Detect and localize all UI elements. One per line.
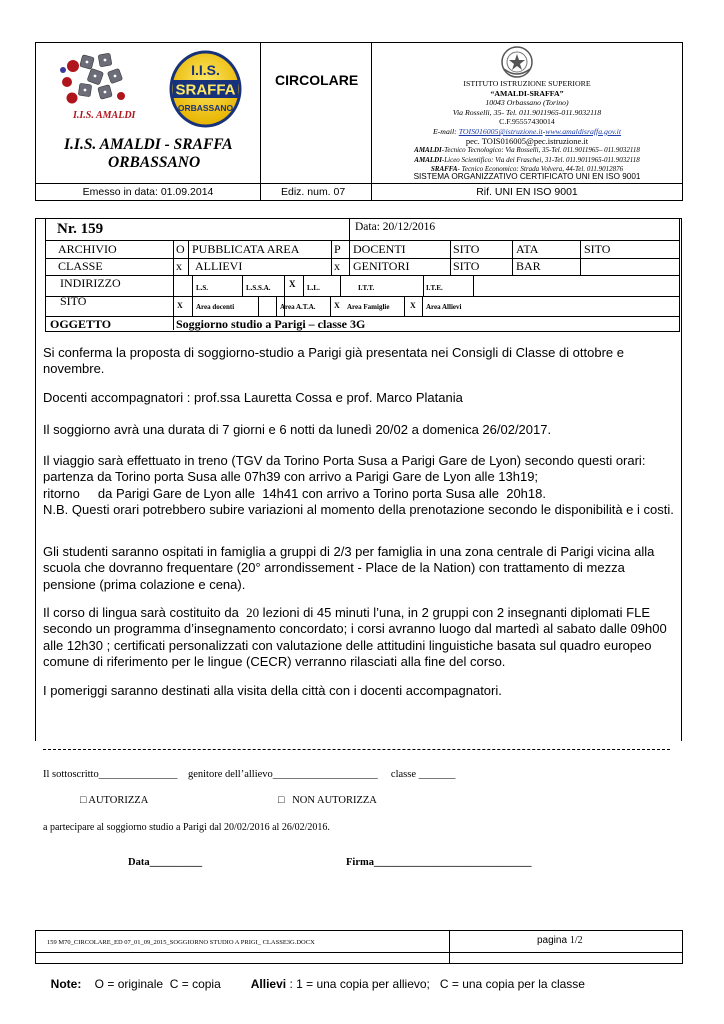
ls-label: L.S. [196,284,209,292]
pec: pec. TOIS016005@pec.istruzione.it [465,135,589,146]
ite-label: I.T.E. [426,284,443,292]
itt-label: I.T.T. [358,284,375,292]
sito-x-mark-1: X [177,301,183,310]
edition-number: Ediz. num. 07 [281,186,346,198]
sraffa-logo-icon [168,49,243,129]
travel-line-1: Il viaggio sarà effettuato in treno (TGV da Torino Porta Susa a Parigi Gare de Lyon) secondo questi orari: [43,453,646,468]
page-label: pagina [537,935,570,946]
allievi-note-label: Allievi [250,977,287,991]
area-allievi-label: Area Allievi [426,303,462,311]
website-link[interactable]: www.amaldisraffa.gov.it [545,126,622,136]
date-field[interactable]: Data__________ [128,857,203,868]
paragraph-3: Il soggiorno avrà una durata di 7 giorni e 6 notti da lunedì 20/02 a domenica 26/02/2017. [43,422,552,437]
paragraph-5: Gli studenti saranno ospitati in famiglia a gruppi di 2/3 per famiglia in una zona centrale di Parigi vicina alla scuola che dovranno frequentare (20° arrondissement - Place de la Nation) con trattamento di mezza pensione (prima colazione e cena). [43,544,655,592]
amaldi-logo-icon [55,48,135,110]
institute-line2: “AMALDI-SRAFFA” [490,88,564,98]
left-title-line2: ORBASSANO [108,154,201,171]
branch3-text: - Tecnico Economico: Strada Volvera, 44-Tel. 011.9012876 [457,165,624,174]
archivio-label: ARCHIVIO [58,242,117,256]
paragraph-1: Si conferma la proposta di soggiorno-studio a Parigi già presentata nei Consigli di Classe di ottobre e novembre. [43,345,624,377]
docenti-sito: SITO [453,242,480,256]
footer-filename: 159 M70_CIRCOLARE_ED 07_01_09_2015_SOGGIORNO STUDIO A PRIGI_ CLASSE3G.DOCX [47,939,315,946]
sito-x-mark-3: X [410,301,416,310]
branch1 [372,146,682,156]
course-lessons-number: 20 [246,605,260,620]
institute-line1: ISTITUTO ISTRUZIONE SUPERIORE [463,79,591,88]
not-authorize-option[interactable]: □ NON AUTORIZZA [278,795,377,806]
paragraph-7: I pomeriggi saranno destinati alla visita della città con i docenti accompagnatori. [43,683,502,698]
left-school-label: I.I.S. AMALDI [73,110,136,121]
paragraph-2: Docenti accompagnatori : prof.ssa Lauretta Cossa e prof. Marco Platania [43,390,463,405]
travel-line-4: N.B. Questi orari potrebbero subire variazioni al momento della prenotazione secondo le disponibilità e i costi. [43,502,674,518]
paragraph-4 [43,453,679,519]
footer-notes [44,963,585,991]
form-right-border [681,218,682,741]
oggetto-label: OGGETTO [50,317,112,331]
branch1-text: -Tecnico Tecnologico: Via Rosselli, 35-Tel. 011.9011965– 011.9032118 [441,146,640,155]
archivio-mark: O [176,242,185,256]
allievi-mark: x [334,259,340,273]
ata-label: ATA [516,242,539,256]
branch3-name: SRAFFA [430,165,458,174]
page-value: 1/2 [569,935,583,946]
republic-emblem-icon [500,45,534,79]
genitori-sito: SITO [453,259,480,273]
allievi-label: ALLIEVI [195,259,243,273]
ll-label: L.L. [307,284,320,292]
doc-type: CIRCOLARE [275,72,359,88]
allievi-note-text: : 1 = una copia per allievo; C = una copia per la classe [286,977,585,991]
branch2 [372,156,682,166]
email-label: E-mail: [432,126,459,136]
cut-line [43,749,670,750]
lssa-label: L.S.S.A. [246,284,271,292]
classe-mark: x [176,259,182,273]
sito-x-mark-2: X [334,301,340,310]
authorize-option[interactable]: □ AUTORIZZA [80,795,149,806]
area-ata-label: Area A.T.A. [280,303,316,311]
quality-system: SISTEMA ORGANIZZATIVO CERTIFICATO UNI EN ISO 9001 [413,172,641,181]
form-left-border [35,218,36,741]
note-label: Note: [50,977,82,991]
oggetto-value: Soggiorno studio a Parigi – classe 3G [176,317,366,331]
travel-line-3: ritorno da Parigi Gare de Lyon alle 14h41 con arrivo a Torino porta Susa alle 20h18. [43,485,546,501]
sito-label: SITO [60,294,87,308]
indirizzo-x-mark: X [289,279,296,289]
pubblicata-area-mark: P [334,242,341,256]
circular-date: Data: 20/12/2016 [355,221,436,233]
institute-line4: Via Rosselli, 35- Tel. 011.9011965-011.9032118 [452,107,602,117]
logo-bottom-text: ORBASSANO [177,103,234,113]
signer-line[interactable]: Il sottoscritto_______________ genitore dell’allievo____________________ classe _______ [43,769,456,780]
note-text: O = originale C = copia [81,977,221,991]
area-famiglie-label: Area Famiglie [347,303,390,311]
circular-number: Nr. 159 [57,221,104,237]
institute-line3: 10043 Orbassano (Torino) [485,98,569,108]
ata-sito: SITO [584,242,611,256]
pubblicata-area-label: PUBBLICATA AREA [192,242,300,256]
docenti-label: DOCENTI [353,242,406,256]
bar-label: BAR [516,259,541,273]
issued-date: Emesso in data: 01.09.2014 [82,186,214,198]
logo-top-text: I.I.S. [191,62,220,78]
institute-block [372,79,682,175]
area-docenti-label: Area docenti [196,303,235,311]
course-text-a: Il corso di lingua sarà costituito da [43,605,247,620]
institute-line5: C.F.95557430014 [499,117,555,127]
signature-field[interactable]: Firma______________________________ [346,857,532,868]
indirizzo-label: INDIRIZZO [60,276,121,290]
footer-box [35,930,683,964]
genitori-label: GENITORI [353,259,410,273]
email-sep: - [542,126,546,136]
branch2-text: -Liceo Scientifico: Via dei Fraschei, 31-Tel. 011.9011965-011.9032118 [441,155,640,164]
logo-middle-text: SRAFFA [175,81,236,99]
header-bottom-rule [35,183,683,184]
page-number [537,935,583,946]
email-link[interactable]: TOIS016005@istruzione.it [458,126,543,136]
participate-text: a partecipare al soggiorno studio a Parigi dal 20/02/2016 al 26/02/2016. [43,822,330,833]
iso-reference: Rif. UNI EN ISO 9001 [476,186,578,198]
course-text-b: lezioni di 45 minuti l’una, in 2 gruppi con 2 insegnanti diplomati FLE secondo un programma d’insegnamento concordato; i corsi avranno luogo dal martedì al sabato dalle 09h00 alle 12h30 ; certificati personalizzati con valutazione delle attitudini linguistiche basata sul quadro europeo comune di riferimento per le lingue (CECR) verranno rilasciati alla fine del corso. [43,605,667,670]
branch2-name: AMALDI [414,155,442,164]
header-divider-1 [260,42,261,200]
paragraph-6 [43,605,679,671]
branch1-name: AMALDI [414,146,442,155]
travel-line-2: partenza da Torino porta Susa alle 07h39 con arrivo a Parigi Gare de Lyon alle 13h19; [43,469,539,485]
left-title-line1: I.I.S. AMALDI - SRAFFA [64,136,233,153]
classe-label: CLASSE [58,259,103,273]
